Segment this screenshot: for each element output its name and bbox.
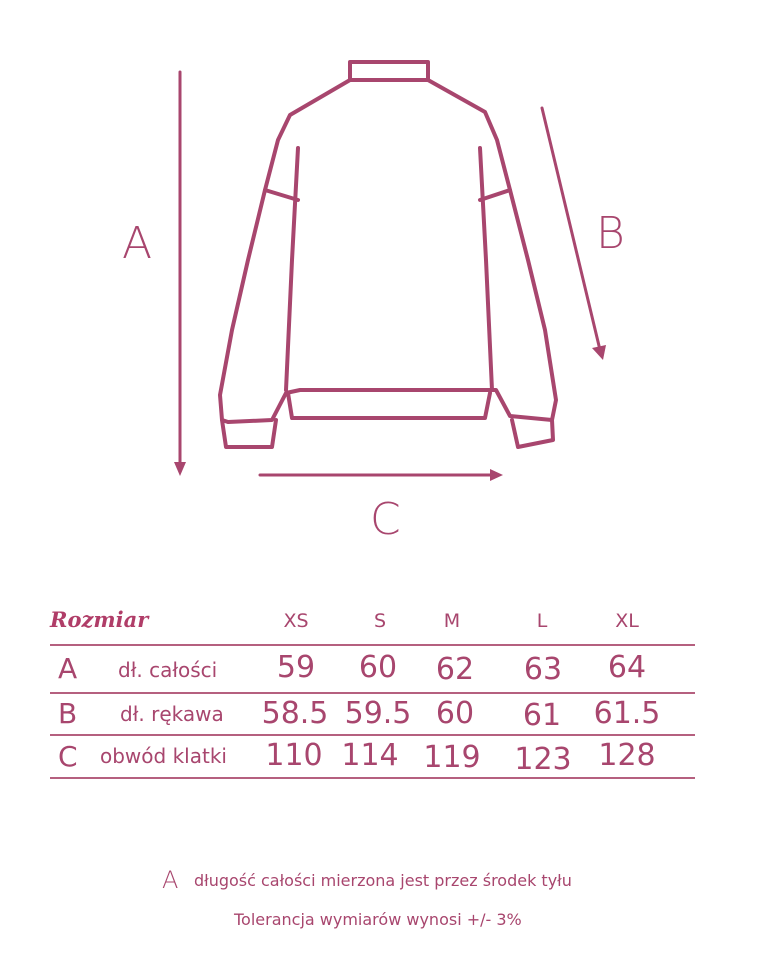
- row-b-letter: B: [58, 697, 78, 730]
- size-table: [0, 600, 768, 800]
- left-side-seam: [286, 148, 298, 390]
- table-divider: [50, 644, 695, 646]
- sweater-outline: [220, 62, 556, 422]
- table-title: Rozmiar: [50, 607, 149, 632]
- size-header-xs: XS: [283, 610, 309, 632]
- row-a-s: 60: [358, 650, 398, 685]
- row-c-xs: 110: [265, 738, 323, 773]
- row-a-xl: 64: [607, 650, 647, 685]
- row-c-letter: C: [58, 740, 78, 773]
- row-c-l: 123: [514, 742, 572, 777]
- row-a-letter: A: [58, 652, 78, 685]
- left-shoulder-seam: [265, 190, 298, 200]
- right-side-seam: [480, 148, 492, 390]
- size-header-xl: XL: [615, 610, 639, 632]
- size-header-l: L: [536, 610, 548, 632]
- row-b-xs: 58.5: [261, 696, 329, 731]
- row-c-m: 119: [423, 740, 481, 775]
- size-header-m: M: [443, 610, 461, 632]
- label-c: C: [370, 494, 401, 545]
- row-c-xl: 128: [598, 738, 656, 773]
- tolerance-note: Tolerancja wymiarów wynosi +/- 3%: [234, 910, 522, 929]
- table-divider: [50, 692, 695, 694]
- row-a-l: 63: [523, 652, 563, 687]
- row-b-label: dł. rękawa: [120, 702, 224, 726]
- row-c-s: 114: [341, 738, 399, 773]
- note-a-text: długość całości mierzona jest przez środek tyłu: [194, 871, 572, 890]
- row-b-m: 60: [435, 696, 475, 731]
- row-b-xl: 61.5: [593, 696, 661, 731]
- label-a: A: [122, 218, 153, 269]
- row-c-label: obwód klatki: [100, 744, 227, 768]
- arrow-c-head: [490, 469, 503, 481]
- table-divider: [50, 777, 695, 779]
- row-b-l: 61: [522, 698, 562, 733]
- size-header-s: S: [373, 610, 387, 632]
- row-b-s: 59.5: [344, 696, 412, 731]
- arrow-a-head: [174, 462, 186, 476]
- row-a-xs: 59: [276, 650, 316, 685]
- right-cuff: [512, 420, 553, 447]
- hem-band: [288, 393, 490, 418]
- row-a-label: dł. całości: [118, 658, 218, 682]
- label-b: B: [596, 208, 625, 259]
- table-divider: [50, 734, 695, 736]
- arrow-b-head: [592, 345, 606, 360]
- arrow-b-line: [542, 108, 600, 350]
- left-cuff: [222, 420, 276, 447]
- row-a-m: 62: [435, 652, 475, 687]
- note-a-letter: A: [162, 866, 179, 894]
